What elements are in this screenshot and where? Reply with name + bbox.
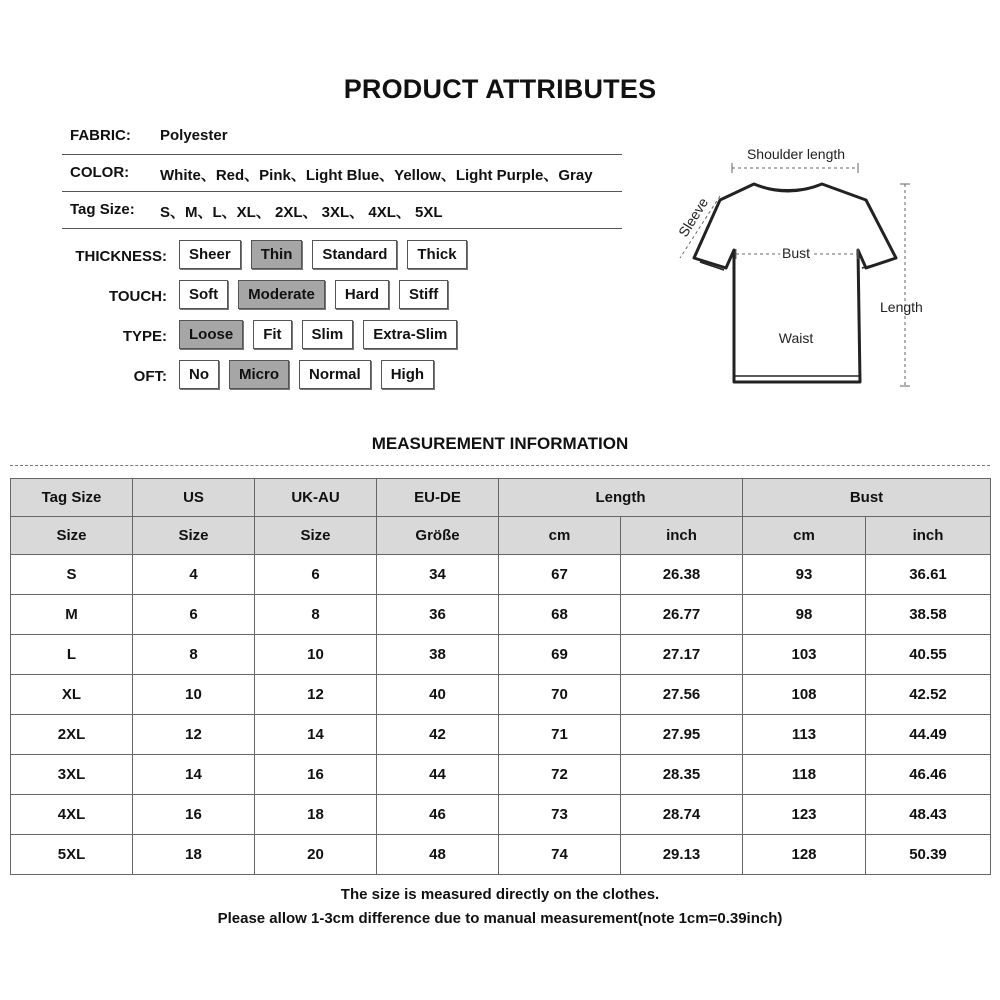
table-cell: 36 — [377, 595, 499, 635]
oft-option-normal[interactable]: Normal — [299, 360, 371, 389]
waist-label: Waist — [778, 330, 814, 346]
thickness-option-standard[interactable]: Standard — [312, 240, 397, 269]
table-cell: 69 — [499, 635, 621, 675]
table-cell: 46.46 — [866, 755, 991, 795]
type-option-fit[interactable]: Fit — [253, 320, 291, 349]
footer-note-2: Please allow 1-3cm difference due to manual measurement(note 1cm=0.39inch) — [217, 910, 783, 927]
header-cell: Length — [499, 479, 743, 517]
table-cell: 44 — [377, 755, 499, 795]
fabric-label: FABRIC: — [70, 127, 131, 144]
touch-option-soft[interactable]: Soft — [179, 280, 228, 309]
header-cell: cm — [499, 517, 621, 555]
size-rows — [11, 555, 991, 875]
table-cell: 10 — [255, 635, 377, 675]
oft-option-high[interactable]: High — [381, 360, 434, 389]
table-cell: 18 — [255, 795, 377, 835]
divider — [62, 191, 622, 192]
dotted-divider — [10, 465, 990, 466]
table-cell: 103 — [743, 635, 866, 675]
table-cell: 28.35 — [621, 755, 743, 795]
table-cell: 10 — [133, 675, 255, 715]
header-row — [11, 479, 991, 517]
size-table — [10, 478, 991, 875]
table-cell: 67 — [499, 555, 621, 595]
header-cell: inch — [621, 517, 743, 555]
table-row — [11, 795, 991, 835]
tag-size-label: Tag Size: — [70, 201, 135, 218]
table-cell: 93 — [743, 555, 866, 595]
table-row — [11, 595, 991, 635]
header-cell: Size — [133, 517, 255, 555]
table-cell: 71 — [499, 715, 621, 755]
table-cell: 6 — [255, 555, 377, 595]
table-row — [11, 715, 991, 755]
table-cell: 27.17 — [621, 635, 743, 675]
table-cell: 113 — [743, 715, 866, 755]
type-option-slim[interactable]: Slim — [302, 320, 354, 349]
table-row — [11, 635, 991, 675]
table-cell: 38.58 — [866, 595, 991, 635]
table-cell: 73 — [499, 795, 621, 835]
touch-option-stiff[interactable]: Stiff — [399, 280, 448, 309]
table-cell: 50.39 — [866, 835, 991, 875]
thickness-option-sheer[interactable]: Sheer — [179, 240, 241, 269]
table-cell: 16 — [255, 755, 377, 795]
header-cell: EU-DE — [377, 479, 499, 517]
table-cell: S — [11, 555, 133, 595]
table-cell: 40 — [377, 675, 499, 715]
table-cell: 12 — [255, 675, 377, 715]
table-cell: 8 — [255, 595, 377, 635]
color-value: White、Red、Pink、Light Blue、Yellow、Light Purple、Gray — [160, 167, 593, 184]
table-cell: 128 — [743, 835, 866, 875]
header-cell: Size — [11, 517, 133, 555]
header-cell: Size — [255, 517, 377, 555]
table-cell: 26.77 — [621, 595, 743, 635]
touch-option-moderate[interactable]: Moderate — [238, 280, 325, 309]
table-cell: 28.74 — [621, 795, 743, 835]
table-cell: 2XL — [11, 715, 133, 755]
bust-label: Bust — [781, 245, 811, 261]
page-title: PRODUCT ATTRIBUTES — [343, 74, 657, 104]
fabric-value: Polyester — [160, 127, 228, 144]
table-cell: 4 — [133, 555, 255, 595]
table-cell: L — [11, 635, 133, 675]
table-cell: 108 — [743, 675, 866, 715]
table-cell: 20 — [255, 835, 377, 875]
table-cell: 44.49 — [866, 715, 991, 755]
table-cell: 74 — [499, 835, 621, 875]
type-options — [179, 320, 457, 349]
table-cell: 70 — [499, 675, 621, 715]
touch-label: TOUCH: — [108, 288, 167, 305]
type-label: TYPE: — [122, 328, 167, 345]
header-cell: Größe — [377, 517, 499, 555]
table-cell: 38 — [377, 635, 499, 675]
header-cell: Bust — [743, 479, 991, 517]
footer-note-1: The size is measured directly on the clothes. — [340, 886, 660, 903]
thickness-label: THICKNESS: — [75, 248, 167, 265]
table-row — [11, 675, 991, 715]
table-cell: 16 — [133, 795, 255, 835]
table-cell: 26.38 — [621, 555, 743, 595]
table-cell: 5XL — [11, 835, 133, 875]
table-cell: 29.13 — [621, 835, 743, 875]
header-cell: UK-AU — [255, 479, 377, 517]
shoulder-length-label: Shoulder length — [746, 146, 846, 162]
subheader-row — [11, 517, 991, 555]
oft-label: OFT: — [133, 368, 167, 385]
header-cell: US — [133, 479, 255, 517]
table-cell: 36.61 — [866, 555, 991, 595]
table-cell: 8 — [133, 635, 255, 675]
measurement-title: MEASUREMENT INFORMATION — [371, 434, 629, 453]
table-cell: M — [11, 595, 133, 635]
table-cell: 118 — [743, 755, 866, 795]
table-row — [11, 555, 991, 595]
table-cell: 40.55 — [866, 635, 991, 675]
table-cell: 123 — [743, 795, 866, 835]
table-cell: 68 — [499, 595, 621, 635]
divider — [62, 154, 622, 155]
thickness-option-thin[interactable]: Thin — [251, 240, 303, 269]
header-cell: inch — [866, 517, 991, 555]
table-cell: 12 — [133, 715, 255, 755]
header-cell: cm — [743, 517, 866, 555]
table-cell: 46 — [377, 795, 499, 835]
table-cell: 42 — [377, 715, 499, 755]
tshirt-diagram — [662, 140, 942, 400]
table-cell: 3XL — [11, 755, 133, 795]
table-cell: 14 — [133, 755, 255, 795]
divider — [62, 228, 622, 229]
type-option-loose[interactable]: Loose — [179, 320, 243, 349]
tag-size-value: S、M、L、XL、 2XL、 3XL、 4XL、 5XL — [160, 204, 443, 221]
table-cell: 27.95 — [621, 715, 743, 755]
table-row — [11, 835, 991, 875]
table-cell: 18 — [133, 835, 255, 875]
header-cell: Tag Size — [11, 479, 133, 517]
table-cell: 4XL — [11, 795, 133, 835]
type-option-extra-slim[interactable]: Extra-Slim — [363, 320, 457, 349]
table-cell: 14 — [255, 715, 377, 755]
table-cell: 72 — [499, 755, 621, 795]
oft-option-micro[interactable]: Micro — [229, 360, 289, 389]
tshirt-outline-icon — [694, 184, 896, 382]
table-cell: 98 — [743, 595, 866, 635]
thickness-options — [179, 240, 467, 269]
oft-option-no[interactable]: No — [179, 360, 219, 389]
sleeve-label: Sleeve — [674, 194, 712, 240]
table-cell: 6 — [133, 595, 255, 635]
oft-options — [179, 360, 434, 389]
thickness-option-thick[interactable]: Thick — [407, 240, 466, 269]
table-cell: 34 — [377, 555, 499, 595]
table-cell: XL — [11, 675, 133, 715]
table-row — [11, 755, 991, 795]
length-label: Length — [880, 299, 923, 315]
touch-option-hard[interactable]: Hard — [335, 280, 389, 309]
table-cell: 48 — [377, 835, 499, 875]
table-cell: 48.43 — [866, 795, 991, 835]
color-label: COLOR: — [70, 164, 130, 181]
touch-options — [179, 280, 448, 309]
table-cell: 42.52 — [866, 675, 991, 715]
table-cell: 27.56 — [621, 675, 743, 715]
